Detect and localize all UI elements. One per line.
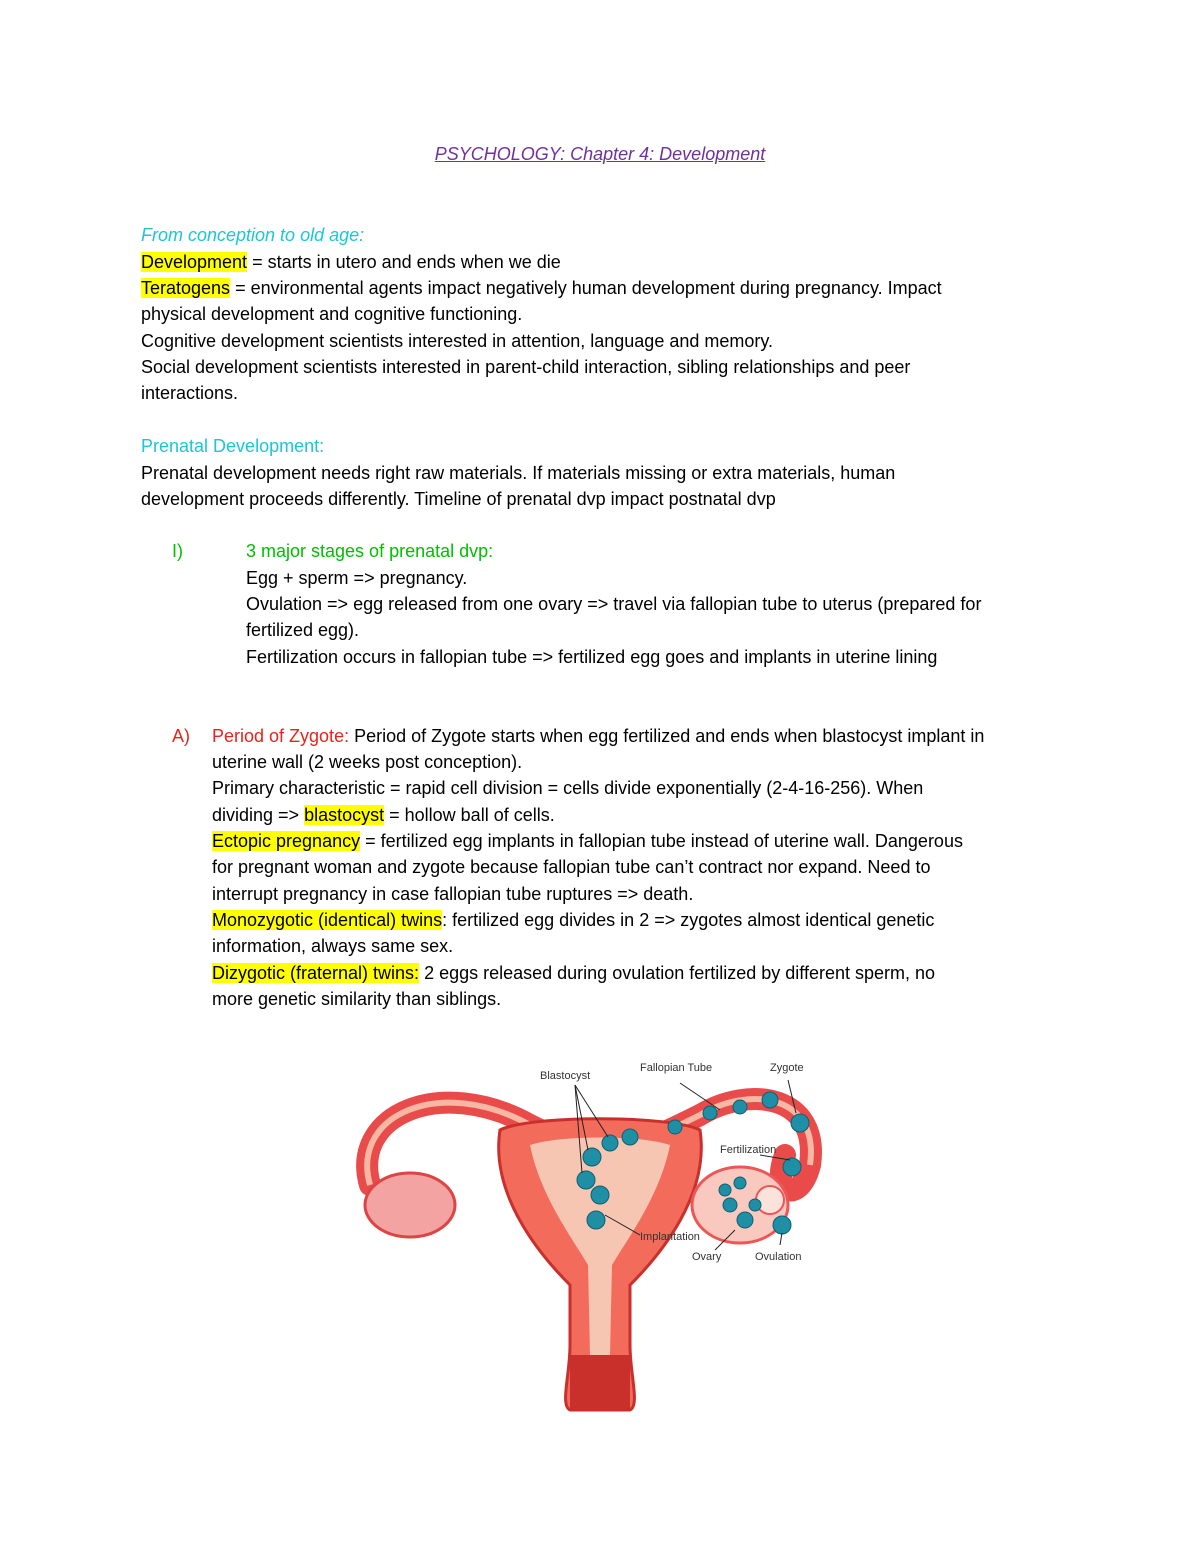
cell: [622, 1129, 638, 1145]
label-blastocyst: Blastocyst: [540, 1070, 591, 1082]
zygote-line-7: interrupt pregnancy in case fallopian tube ruptures => death.: [212, 884, 694, 904]
zygote-line-10: [212, 960, 935, 986]
cell: [703, 1106, 717, 1120]
zygote-text-8: : fertilized egg divides in 2 => zygotes almost identical genetic: [442, 910, 935, 930]
zygote-line-2: uterine wall (2 weeks post conception).: [212, 752, 523, 772]
zygote-line-6: for pregnant woman and zygote because fallopian tube can’t contract nor expand. Need to: [212, 857, 931, 877]
paragraph-teratogens-cont: physical development and cognitive functioning.: [141, 304, 523, 324]
paragraph-prenatal: Prenatal development needs right raw materials. If materials missing or extra materials, human: [141, 463, 896, 483]
term-monozygotic-twins: Monozygotic (identical) twins: [212, 910, 443, 930]
cell: [773, 1216, 791, 1234]
cell: [791, 1114, 809, 1132]
pointer-ovulation: [780, 1233, 782, 1245]
section-heading-prenatal: Prenatal Development:: [141, 436, 325, 456]
cell: [733, 1100, 747, 1114]
cell: [749, 1199, 761, 1211]
cell: [723, 1198, 737, 1212]
paragraph-social: Social development scientists interested in parent-child interaction, sibling relationships and peer: [141, 357, 911, 377]
zygote-text-10: 2 eggs released during ovulation fertilized by different sperm, no: [419, 963, 936, 983]
label-implantation: Implantation: [640, 1231, 700, 1243]
zygote-line-5: [212, 828, 963, 854]
uterus-diagram: [330, 1055, 850, 1415]
left-ovary: [365, 1173, 455, 1237]
label-zygote: Zygote: [770, 1062, 804, 1074]
cell: [591, 1186, 609, 1204]
cell: [734, 1177, 746, 1189]
paragraph-social-cont: interactions.: [141, 383, 239, 403]
development-definition: = starts in utero and ends when we die: [247, 252, 561, 272]
teratogens-definition: = environmental agents impact negatively human development during pregnancy. Impact: [230, 278, 942, 298]
zygote-text-4a: dividing =>: [212, 805, 305, 825]
zygote-text-1: Period of Zygote starts when egg fertilized and ends when blastocyst implant in: [349, 726, 985, 746]
cell: [577, 1171, 595, 1189]
paragraph-prenatal-cont: development proceeds differently. Timeline of prenatal dvp impact postnatal dvp: [141, 489, 776, 509]
cell: [587, 1211, 605, 1229]
paragraph-teratogens: [141, 275, 942, 301]
cell: [583, 1148, 601, 1166]
label-fertilization: Fertilization: [720, 1144, 777, 1156]
stages-line-2: Ovulation => egg released from one ovary => travel via fallopian tube to uterus (prepared for: [246, 594, 982, 614]
paragraph-cognitive: Cognitive development scientists interested in attention, language and memory.: [141, 331, 774, 351]
zygote-line-1: [212, 723, 984, 749]
paragraph-development: [141, 249, 561, 275]
cell: [602, 1135, 618, 1151]
list-marker-a: A): [172, 726, 190, 746]
label-ovary: Ovary: [692, 1251, 722, 1263]
stages-line-3: fertilized egg).: [246, 620, 360, 640]
cell: [719, 1184, 731, 1196]
zygote-text-4b: = hollow ball of cells.: [384, 805, 555, 825]
zygote-line-9: information, always same sex.: [212, 936, 454, 956]
term-blastocyst: blastocyst: [304, 805, 385, 825]
term-ectopic-pregnancy: Ectopic pregnancy: [212, 831, 361, 851]
stages-line-1: Egg + sperm => pregnancy.: [246, 568, 468, 588]
zygote-heading: Period of Zygote:: [212, 726, 350, 746]
cell: [762, 1092, 778, 1108]
page-title: PSYCHOLOGY: Chapter 4: Development: [434, 144, 766, 164]
ovary-follicle: [756, 1186, 784, 1214]
list-marker-i: I): [172, 541, 183, 561]
cervix: [570, 1355, 630, 1410]
zygote-line-8: [212, 907, 934, 933]
label-fallopian-tube: Fallopian Tube: [640, 1062, 713, 1074]
term-teratogens: Teratogens: [141, 278, 231, 298]
stages-heading: 3 major stages of prenatal dvp:: [246, 541, 494, 561]
zygote-line-3: Primary characteristic = rapid cell division = cells divide exponentially (2-4-16-256). When: [212, 778, 924, 798]
term-dizygotic-twins: Dizygotic (fraternal) twins:: [212, 963, 420, 983]
label-ovulation: Ovulation: [755, 1251, 802, 1263]
cell: [668, 1120, 682, 1134]
cell: [783, 1158, 801, 1176]
cell: [737, 1212, 753, 1228]
zygote-line-4: [212, 802, 555, 828]
stages-line-4: Fertilization occurs in fallopian tube => fertilized egg goes and implants in uterine lining: [246, 647, 938, 667]
zygote-text-5: = fertilized egg implants in fallopian tube instead of uterine wall. Dangerous: [360, 831, 963, 851]
term-development: Development: [141, 252, 248, 272]
section-heading-conception: From conception to old age:: [141, 225, 365, 245]
zygote-line-11: more genetic similarity than siblings.: [212, 989, 502, 1009]
